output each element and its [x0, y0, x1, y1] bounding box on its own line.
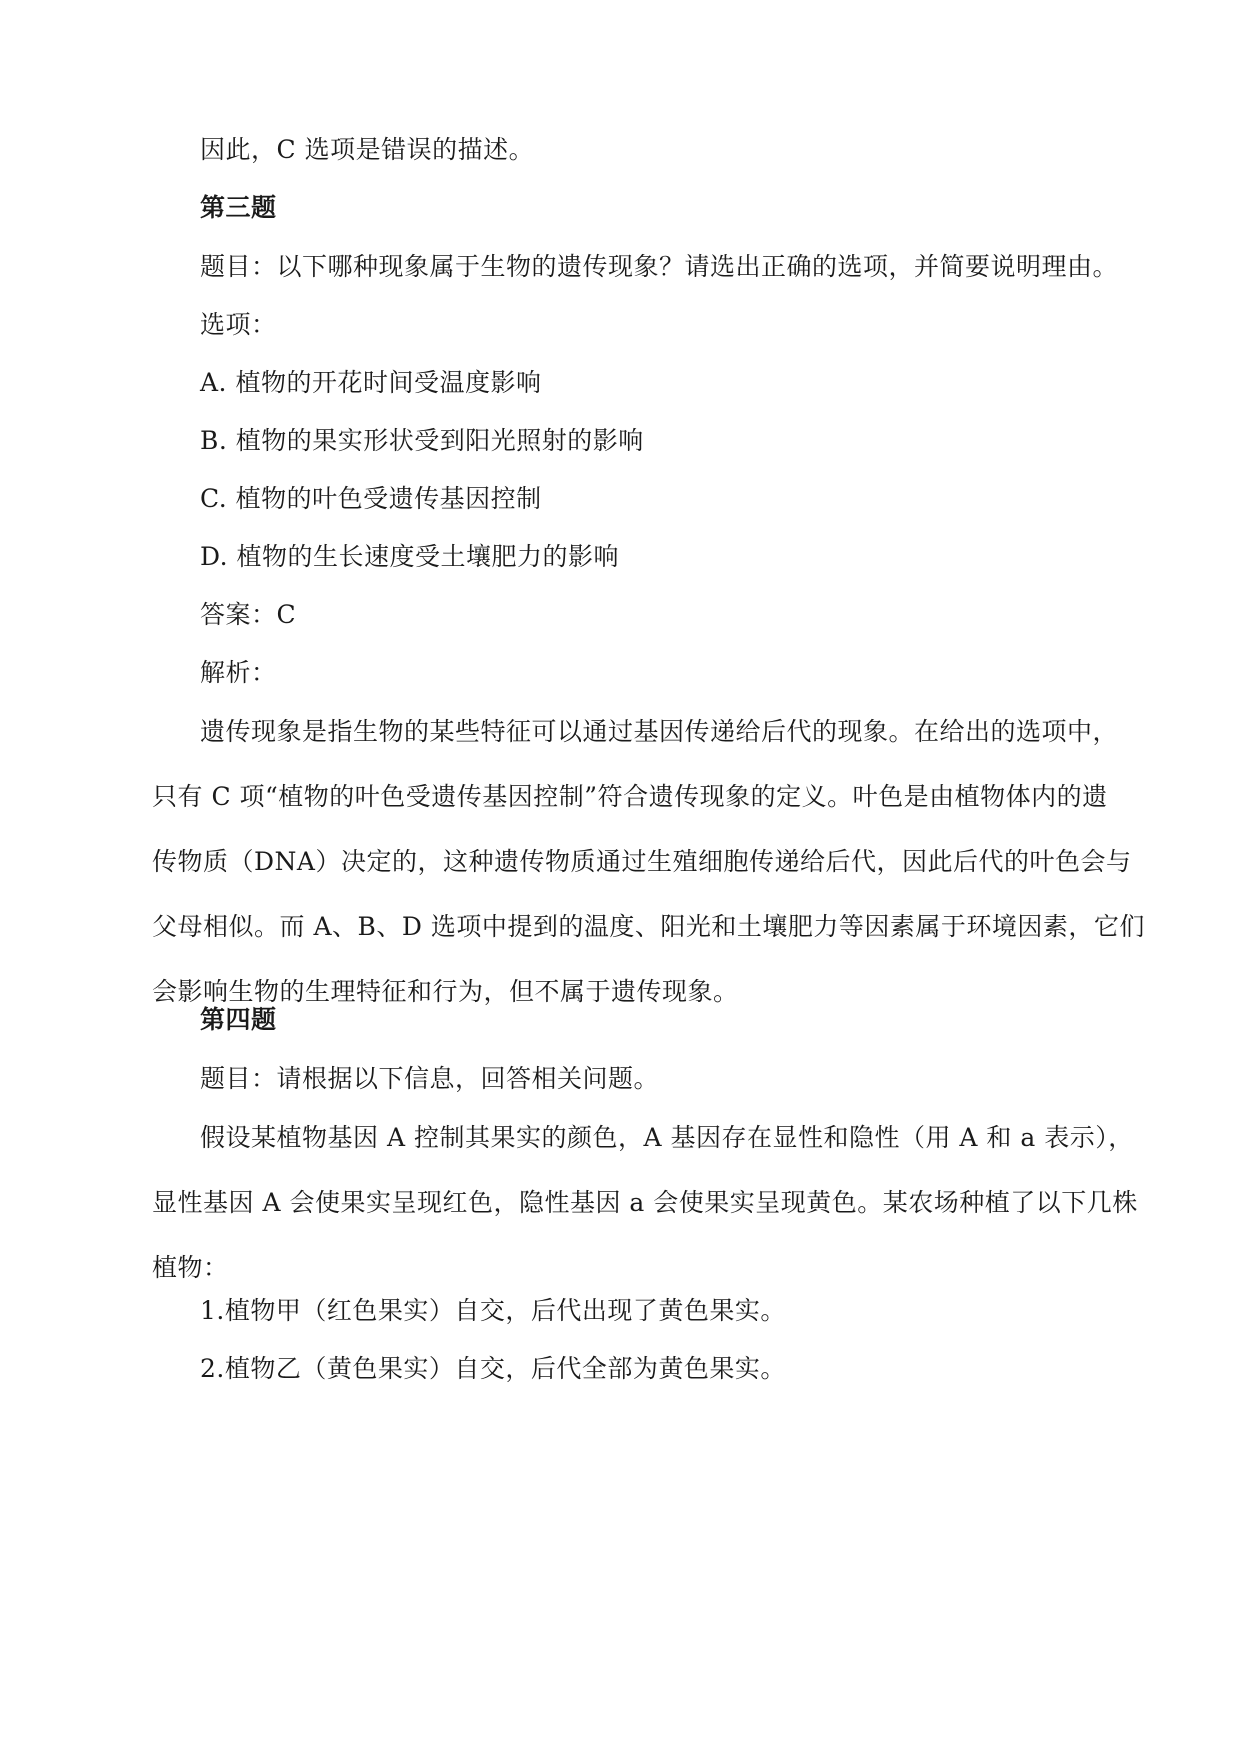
info-paragraph	[152, 1122, 1138, 1317]
list-item-1: 1.植物甲（红色果实）自交，后代出现了黄色果实。	[200, 1296, 786, 1325]
option-b: B. 植物的果实形状受到阳光照射的影响	[200, 426, 644, 455]
analysis-line: 传物质（DNA）决定的，这种遗传物质通过生殖细胞传递给后代，因此后代的叶色会与	[152, 847, 1132, 876]
option-c: C. 植物的叶色受遗传基因控制	[200, 484, 542, 513]
section3-question: 题目：以下哪种现象属于生物的遗传现象？请选出正确的选项，并简要说明理由。	[200, 252, 1119, 281]
info-line: 植物：	[152, 1253, 229, 1282]
analysis-paragraph	[152, 716, 1145, 1041]
answer-text: 答案：C	[200, 600, 297, 629]
analysis-line: 会影响生物的生理特征和行为，但不属于遗传现象。	[152, 977, 739, 1006]
section3-heading: 第三题	[200, 193, 277, 222]
list-item-2: 2.植物乙（黄色果实）自交，后代全部为黄色果实。	[200, 1354, 786, 1383]
option-a: A. 植物的开花时间受温度影响	[200, 368, 542, 397]
analysis-line: 只有 C 项“植物的叶色受遗传基因控制”符合遗传现象的定义。叶色是由植物体内的遗	[152, 782, 1108, 811]
section4-heading: 第四题	[200, 1005, 277, 1034]
analysis-label: 解析：	[200, 658, 277, 687]
analysis-line: 父母相似。而 A、B、D 选项中提到的温度、阳光和土壤肥力等因素属于环境因素，它们	[152, 912, 1145, 941]
section4-question: 题目：请根据以下信息，回答相关问题。	[200, 1064, 660, 1093]
option-d: D. 植物的生长速度受土壤肥力的影响	[200, 542, 620, 571]
options-label: 选项：	[200, 310, 277, 339]
analysis-line: 遗传现象是指生物的某些特征可以通过基因传递给后代的现象。在给出的选项中，	[200, 717, 1119, 746]
conclusion-text: 因此，C 选项是错误的描述。	[200, 135, 535, 164]
info-line: 假设某植物基因 A 控制其果实的颜色，A 基因存在显性和隐性（用 A 和 a 表示），	[200, 1123, 1134, 1152]
info-line: 显性基因 A 会使果实呈现红色，隐性基因 a 会使果实呈现黄色。某农场种植了以下几株	[152, 1188, 1138, 1217]
